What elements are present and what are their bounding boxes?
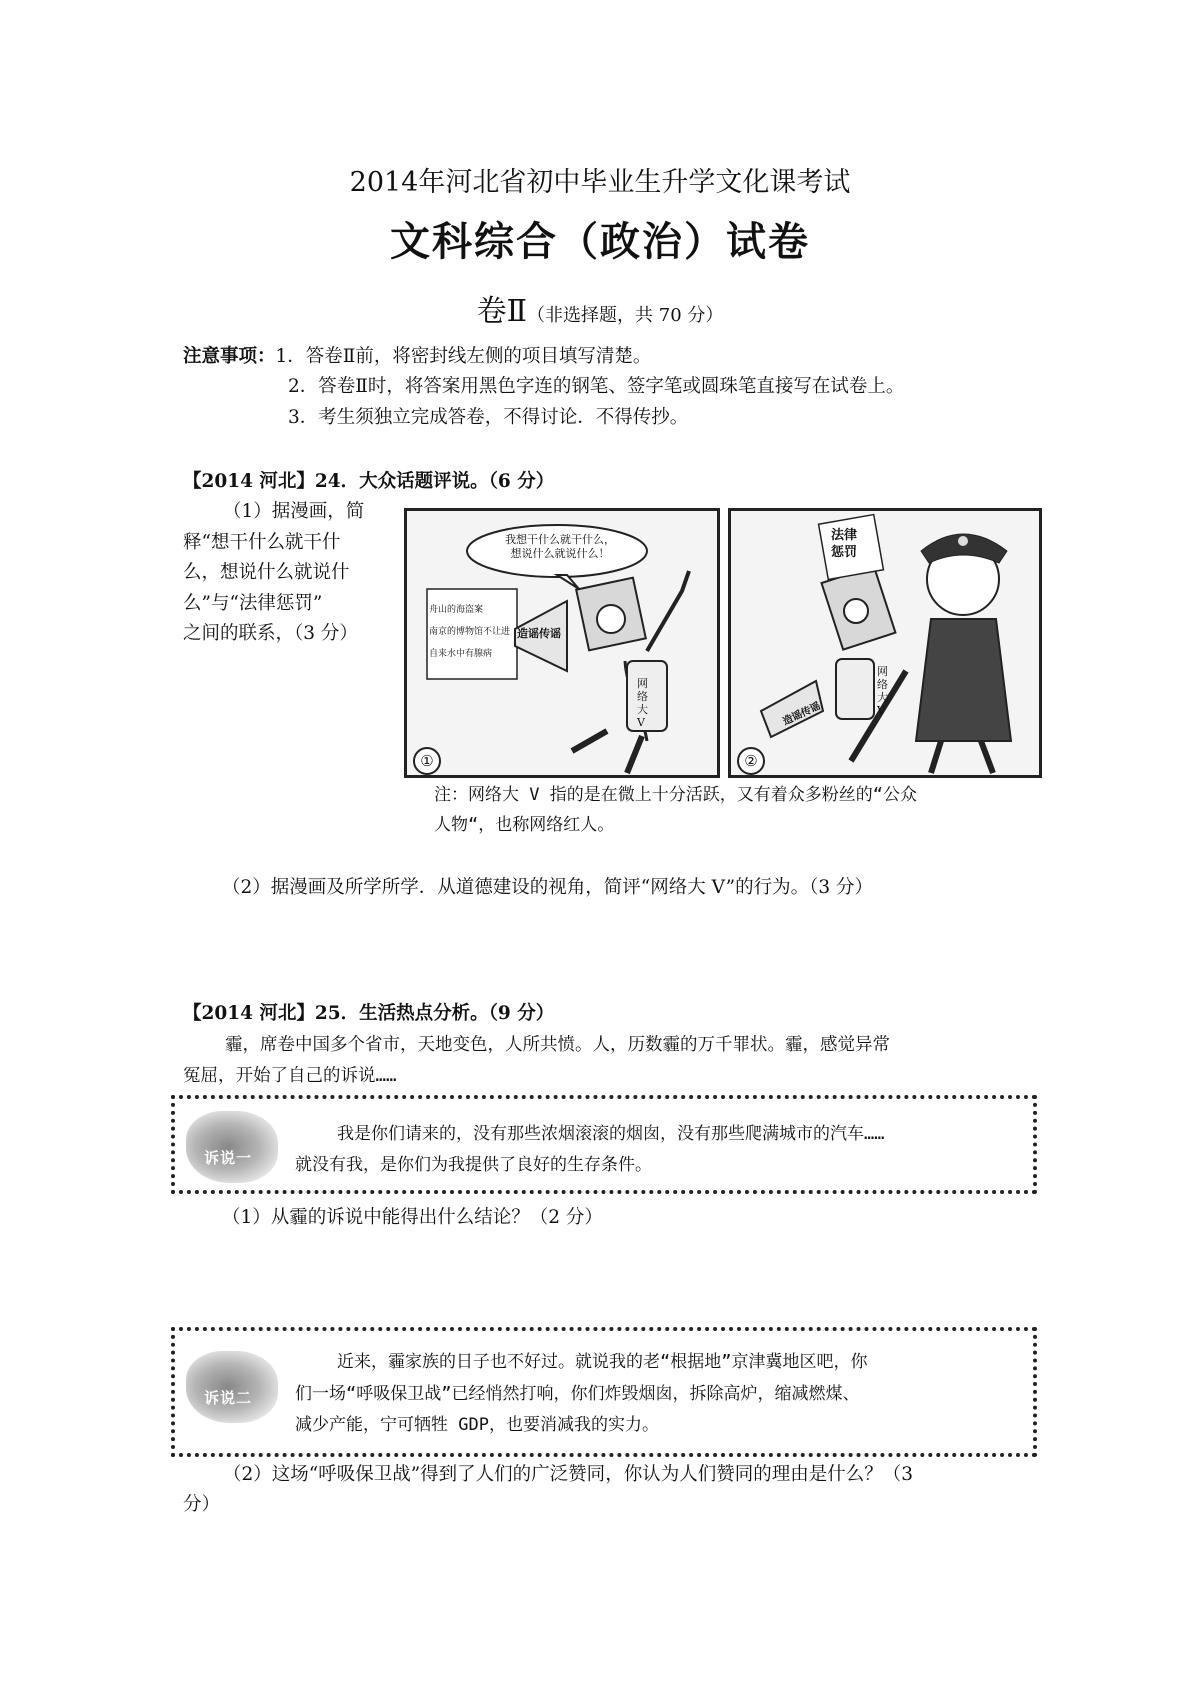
section-name: 卷Ⅱ (476, 294, 528, 329)
cartoon-panel-2 (728, 508, 1042, 778)
rumor-line: 南京的博物馆不让进 (429, 627, 511, 637)
stamp-text: 诉说一 (204, 1149, 253, 1167)
rumor-line: 自来水中有腺病 (429, 649, 493, 659)
q24-sub1-line: 么”与“法律惩罚” (183, 592, 323, 614)
q24-sub2: （2）据漫画及所学所学．从道德建设的视角，简评“网络大 V”的行为。（3 分） (222, 877, 874, 898)
stamp-badge-1 (186, 1111, 278, 1183)
section-title (0, 286, 1200, 330)
panel1-rumor-sign (429, 599, 517, 665)
panel-number-1: ① (413, 747, 441, 775)
notes-row-1 (183, 342, 651, 372)
q24-sub1-line: 之间的联系，（3 分） (183, 623, 358, 644)
paper-title: 文科综合（政治）试卷 (390, 219, 810, 265)
q25-sub1: （1）从霾的诉说中能得出什么结论？（2 分） (222, 1207, 603, 1228)
box2-line: 减少产能，宁可牺牲 GDP，也要消减我的实力。 (295, 1415, 659, 1435)
complaint-box-1 (171, 1095, 1037, 1194)
stamp-badge-2 (186, 1351, 278, 1423)
complaint-box-2 (171, 1327, 1037, 1457)
megaphone-label: 造谣传谣 (517, 627, 561, 640)
intro-line: 霾，席卷中国多个省市，天地变色，人所共愤。人，历数霾的万千罪状。霾，感觉异常 (225, 1035, 890, 1055)
panel1-speech-bubble (485, 533, 635, 561)
notes-item-2: 2．答卷Ⅱ时，将答案用黑色字连的钢笔、签字笔或圆珠笔直接写在试卷上。 (288, 376, 905, 397)
q25-sub2-line: 分） (183, 1494, 221, 1515)
exam-title: 2014年河北省初中毕业生升学文化课考试 (349, 167, 851, 198)
rumor-line: 舟山的海盗案 (429, 605, 484, 615)
q24-sub1-line: （1）据漫画，简 (223, 501, 365, 522)
box1-text (295, 1119, 1035, 1181)
q25-sub2-line: （2）这场“呼吸保卫战”得到了人们的广泛赞同，你认为人们赞同的理由是什么？（3 (223, 1464, 913, 1485)
intro-line: 冤屈，开始了自己的诉说…… (183, 1066, 397, 1086)
q25-sub2 (183, 1460, 1033, 1520)
box2-line: 近来，霾家族的日子也不好过。就说我的老“根据地”京津冀地区吧，你 (337, 1352, 868, 1372)
cartoon-note (434, 780, 917, 840)
box1-line: 我是你们请来的，没有那些浓烟滚滚的烟囱，没有那些爬满城市的汽车…… (337, 1124, 885, 1144)
stamp-text: 诉说二 (204, 1389, 253, 1407)
law-document-label: 法律惩罚 (831, 528, 858, 560)
screen-label: 网络大V (637, 677, 648, 729)
box2-line: 们一场“呼吸保卫战”已经悄然打响，你们炸毁烟囱，拆除高炉，缩减燃煤、 (295, 1383, 860, 1404)
section-subtitle: （非选择题，共 70 分） (527, 305, 724, 326)
q24-sub1-line: 释“想干什么就干什 (183, 531, 341, 553)
q24-title: 【2014 河北】24．大众话题评说。（6 分） (183, 471, 555, 492)
screen-label-2: 网络大V (877, 665, 888, 717)
notes-item-1: 1．答卷Ⅱ前，将密封线左侧的项目填写清楚。 (275, 346, 652, 367)
cartoon-panel-1 (404, 508, 720, 778)
q25-intro (183, 1030, 1025, 1092)
q25-title: 【2014 河北】25．生活热点分析。（9 分） (183, 1003, 555, 1024)
panel-number-2: ② (737, 747, 765, 775)
cartoon-2-drawing (731, 511, 1039, 775)
note-line: 注：网络大 V 指的是在微上十分活跃，又有着众多粉丝的“公众 (434, 785, 917, 805)
note-line: 人物“，也称网络红人。 (434, 815, 615, 835)
bubble-line: 想说什么就说什么！ (510, 547, 610, 560)
dropped-megaphone-label: 造谣传谣 (781, 700, 823, 728)
notes-item-3: 3．考生须独立完成答卷，不得讨论．不得传抄。 (288, 407, 689, 428)
q24-sub1-line: 么，想说什么就说什 (183, 562, 350, 583)
box1-line: 就没有我，是你们为我提供了良好的生存条件。 (295, 1155, 652, 1175)
q24-sub1 (183, 497, 388, 650)
box2-text (295, 1347, 1035, 1442)
bubble-line: 我想干什么就干什么， (505, 533, 615, 546)
notes-label: 注意事项： (183, 346, 276, 367)
